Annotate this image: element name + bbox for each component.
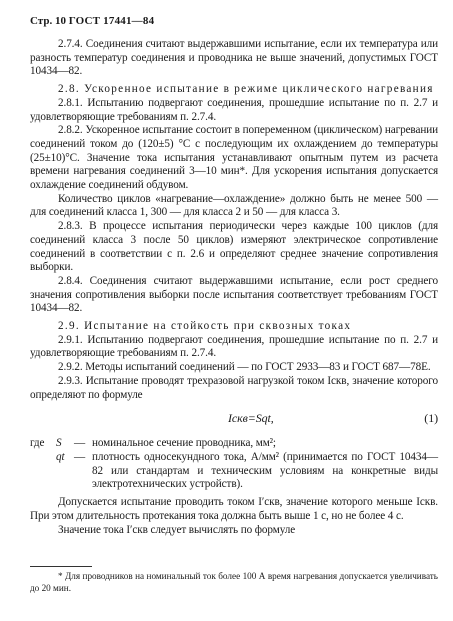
variable-dash: — xyxy=(74,450,86,463)
where-intro: где xyxy=(30,437,45,450)
paragraph-cycles: Количество циклов «нагревание—охлаждение» должно быть не менее 500 — для соединений класса 1, 300 — для класса 2 и 50 — для класса 3. xyxy=(30,192,438,219)
paragraph-2-7-4: 2.7.4. Соединения считают выдержавшими испытание, если их температура или разность температур соединения и проводника не выше значений, допустимых ГОСТ 10434—82. xyxy=(30,38,438,78)
standard-number: ГОСТ 17441—84 xyxy=(68,15,155,27)
section-heading-2-8: 2.8. Ускоренное испытание в режиме циклического нагревания xyxy=(58,83,434,96)
paragraph-current-value: Значение тока I′скв следует вычислять по формуле xyxy=(58,523,296,536)
paragraph-2-9-1: 2.9.1. Испытанию подвергают соединения, прошедшие испытание по п. 2.7 и удовлетворяющие требованиям п. 2.7.4. xyxy=(30,333,438,360)
paragraph-2-8-4: 2.8.4. Соединения считают выдержавшими испытание, если рост среднего значения сопротивления выборки после испытания соответствует требованиям ГОСТ 10434—82. xyxy=(30,274,438,315)
document-body xyxy=(30,38,438,537)
variable-symbol: qt xyxy=(56,450,65,463)
formula-number: (1) xyxy=(424,411,438,426)
paragraph-2-8-1: 2.8.1. Испытанию подвергают соединения, прошедшие испытание по п. 2.7 и удовлетворяющие требованиям п. 2.7.4. xyxy=(30,96,438,123)
variable-definition: номинальное сечение проводника, мм²; xyxy=(92,437,276,450)
paragraph-2-8-2: 2.8.2. Ускоренное испытание состоит в попеременном (циклическом) нагревании соединений током до (120±5) °С с последующим их охлаждением до температуры (25±10)°С. Значение тока испытания устанавливают опытным путем из расчета времени нагревания соединений 3—10 мин*. Для ускорения испытания допускается охлаждение соединений обдувом. xyxy=(30,124,438,192)
formula-expression: Iскв=Sqt, xyxy=(228,411,274,426)
formula-1 xyxy=(30,405,438,435)
variable-definition: плотность односекундного тока, А/мм² (принимается по ГОСТ 10434—82 или стандартам и техническим условиям на конкретные виды электротехнических устройств). xyxy=(92,450,438,491)
paragraph-allowed-current: Допускается испытание проводить током I′скв, значение которого меньше Iскв. При этом длительность протекания тока должна быть выше 1 с, но не более 4 с. xyxy=(30,496,438,522)
paragraph-2-9-2: 2.9.2. Методы испытаний соединений — по ГОСТ 2933—83 и ГОСТ 687—78Е. xyxy=(58,361,431,374)
footnote-rule xyxy=(30,566,92,567)
section-heading-2-9: 2.9. Испытание на стойкость при сквозных токах xyxy=(58,320,352,333)
variable-definitions xyxy=(30,437,438,492)
footnote: * Для проводников на номинальный ток более 100 А время нагревания допускается увеличивать до 20 мин. xyxy=(30,571,438,593)
variable-dash: — xyxy=(74,437,86,450)
variable-symbol: S xyxy=(56,437,62,450)
page-number: Стр. 10 xyxy=(30,15,66,27)
paragraph-2-9-3: 2.9.3. Испытание проводят трехразовой нагрузкой током Iскв, значение которого определяют по формуле xyxy=(30,374,438,401)
paragraph-2-8-3: 2.8.3. В процессе испытания периодически через каждые 100 циклов (для соединений класса 3 после 50 циклов) измеряют электрическое сопротивление соединений в соответствии с п. 2.6 и определяют среднее значение сопротивления выборки. xyxy=(30,220,438,274)
page-header xyxy=(30,15,154,27)
